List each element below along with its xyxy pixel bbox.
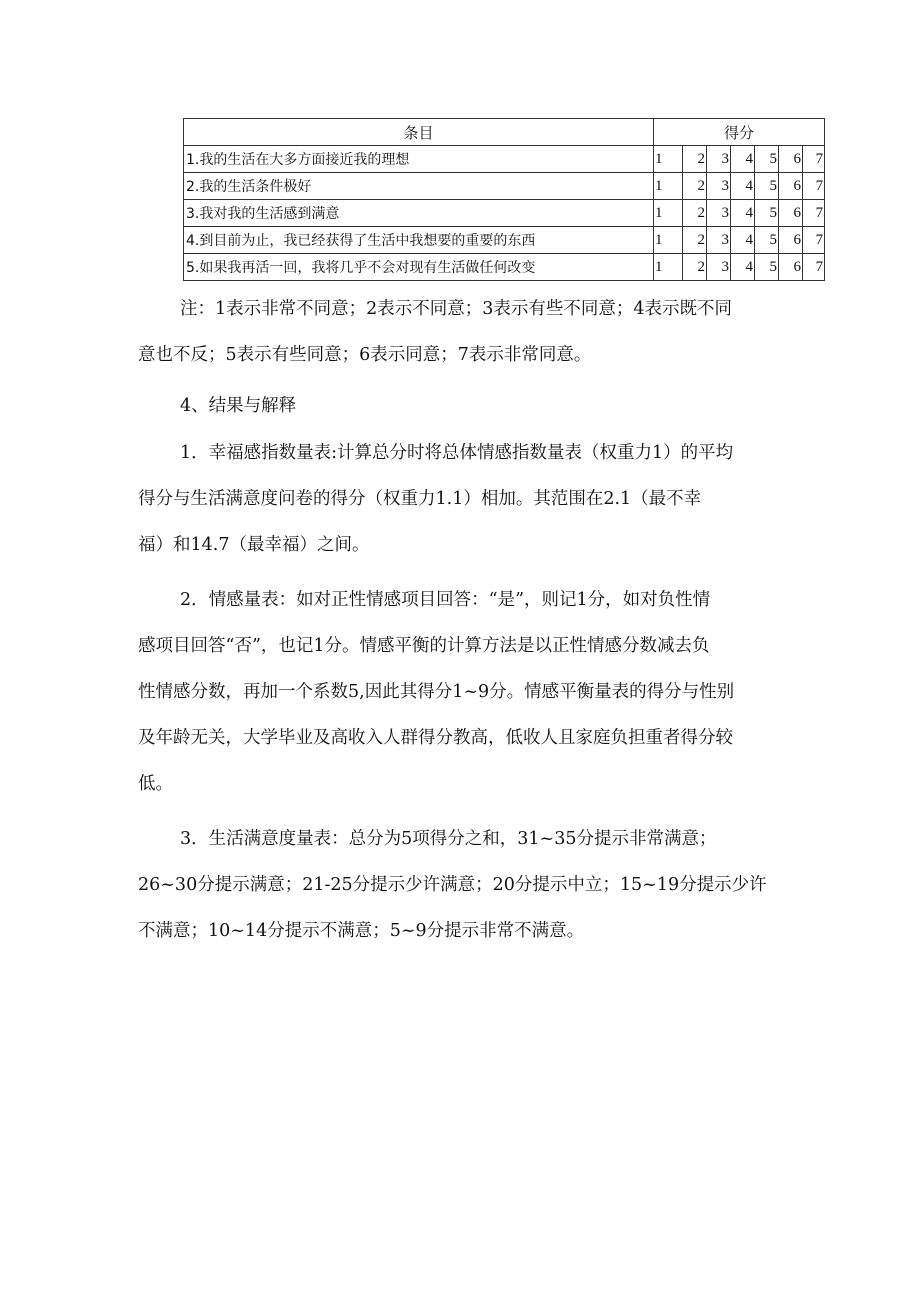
item2-line: 2．情感量表：如对正性情感项目回答：“是”，则记1分，如对负性情 <box>180 590 711 610</box>
item-text: 3.我对我的生活感到满意 <box>184 200 654 227</box>
score-option: 4 <box>731 146 755 173</box>
note-line: 意也不反；5表示有些同意；6表示同意；7表示非常同意。 <box>138 345 592 365</box>
item1-line: 得分与生活满意度问卷的得分（权重力1.1）相加。其范围在2.1（最不幸 <box>138 489 702 509</box>
item2-line: 及年龄无关，大学毕业及高收入人群得分教高，低收人且家庭负担重者得分较 <box>138 728 733 748</box>
item2-line: 性情感分数，再加一个系数5,因此其得分1~9分。情感平衡量表的得分与性别 <box>138 682 735 702</box>
score-option: 7 <box>803 254 825 281</box>
score-option: 3 <box>707 227 731 254</box>
score-option: 2 <box>683 146 707 173</box>
score-option: 6 <box>779 200 803 227</box>
header-item: 条目 <box>184 119 654 146</box>
section-title-text: 4、结果与解释 <box>180 396 297 416</box>
section-title <box>138 383 828 429</box>
score-option: 4 <box>731 254 755 281</box>
score-option: 4 <box>731 227 755 254</box>
score-option: 4 <box>731 173 755 200</box>
score-option: 2 <box>683 173 707 200</box>
table-row <box>184 200 825 227</box>
note-line: 注：1表示非常不同意；2表示不同意；3表示有些不同意；4表示既不同 <box>180 299 733 319</box>
table-header-row <box>184 119 825 146</box>
header-score: 得分 <box>654 119 825 146</box>
score-option: 7 <box>803 146 825 173</box>
score-option: 1 <box>654 200 683 227</box>
item2-paragraph <box>138 577 828 807</box>
score-option: 4 <box>731 200 755 227</box>
item2-line: 感项目回答“否”，也记1分。情感平衡的计算方法是以正性情感分数减去负 <box>138 636 710 656</box>
item1-paragraph <box>138 430 828 568</box>
score-option: 3 <box>707 200 731 227</box>
score-option: 7 <box>803 200 825 227</box>
item-text: 1.我的生活在大多方面接近我的理想 <box>184 146 654 173</box>
table-row <box>184 227 825 254</box>
item3-line: 26~30分提示满意；21-25分提示少许满意；20分提示中立；15~19分提示少许 <box>138 875 767 895</box>
score-option: 2 <box>683 254 707 281</box>
score-option: 6 <box>779 254 803 281</box>
score-option: 7 <box>803 227 825 254</box>
score-option: 1 <box>654 146 683 173</box>
life-satisfaction-table <box>183 118 825 281</box>
item3-paragraph <box>138 816 828 954</box>
score-option: 3 <box>707 173 731 200</box>
score-option: 5 <box>755 200 779 227</box>
score-option: 2 <box>683 200 707 227</box>
table-row <box>184 254 825 281</box>
score-option: 7 <box>803 173 825 200</box>
item2-line: 低。 <box>138 774 173 794</box>
score-option: 6 <box>779 227 803 254</box>
score-option: 3 <box>707 254 731 281</box>
item1-line: 福）和14.7（最幸福）之间。 <box>138 535 370 555</box>
score-option: 5 <box>755 173 779 200</box>
score-option: 1 <box>654 254 683 281</box>
score-option: 5 <box>755 146 779 173</box>
score-option: 6 <box>779 173 803 200</box>
score-option: 6 <box>779 146 803 173</box>
score-option: 2 <box>683 227 707 254</box>
item-text: 5.如果我再活一回，我将几乎不会对现有生活做任何改变 <box>184 254 654 281</box>
score-option: 5 <box>755 227 779 254</box>
score-option: 1 <box>654 173 683 200</box>
item1-line: 1．幸福感指数量表:计算总分时将总体情感指数量表（权重力1）的平均 <box>180 443 734 463</box>
item3-line: 不满意；10~14分提示不满意；5~9分提示非常不满意。 <box>138 921 585 941</box>
score-option: 3 <box>707 146 731 173</box>
item-text: 2.我的生活条件极好 <box>184 173 654 200</box>
item-text: 4.到目前为止，我已经获得了生活中我想要的重要的东西 <box>184 227 654 254</box>
note-paragraph <box>138 286 828 378</box>
item3-line: 3．生活满意度量表：总分为5项得分之和，31~35分提示非常满意； <box>180 829 717 849</box>
table-row <box>184 173 825 200</box>
score-option: 5 <box>755 254 779 281</box>
score-option: 1 <box>654 227 683 254</box>
table-row <box>184 146 825 173</box>
